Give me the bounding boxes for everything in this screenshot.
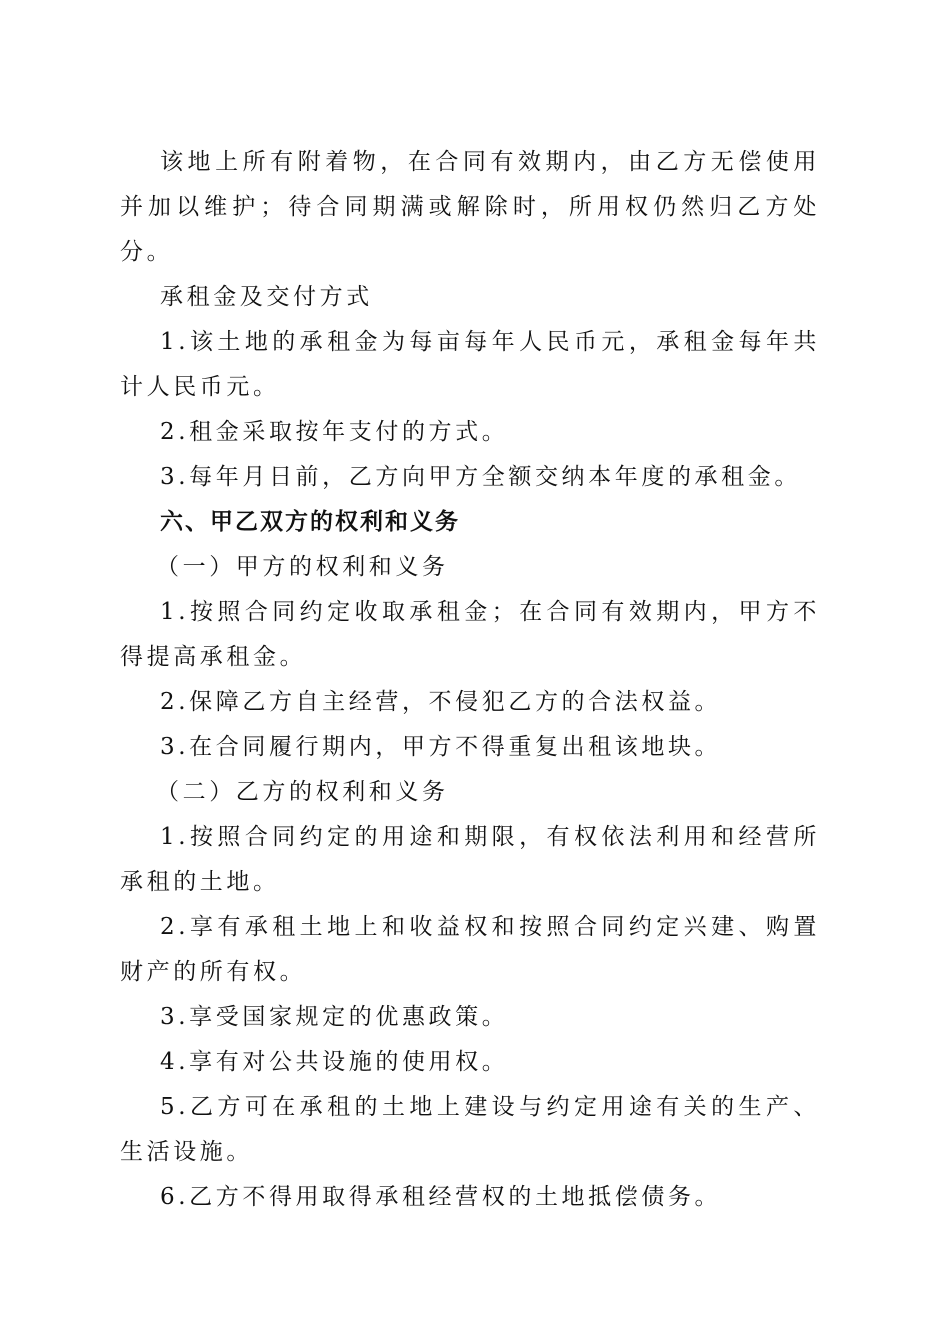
paragraph-party-b-6: 6.乙方不得用取得承租经营权的土地抵偿债务。	[160, 1184, 722, 1210]
paragraph-rent-2: 2.租金采取按年支付的方式。	[160, 419, 509, 445]
paragraph-party-b-4: 4.享有对公共设施的使用权。	[160, 1049, 509, 1075]
paragraph-party-b-5: 5.乙方可在承租的土地上建设与约定用途有关的生产、生活设施。	[120, 1094, 820, 1165]
paragraph-party-a-3: 3.在合同履行期内，甲方不得重复出租该地块。	[160, 734, 722, 760]
section-heading-rights: 六、甲乙双方的权利和义务	[160, 509, 460, 535]
paragraph-party-b-1: 1.按照合同约定的用途和期限，有权依法利用和经营所承租的土地。	[120, 824, 820, 895]
paragraph-rent-1: 1.该土地的承租金为每亩每年人民币元，承租金每年共计人民币元。	[120, 329, 820, 400]
subheading-party-b: （二）乙方的权利和义务	[156, 779, 449, 805]
paragraph-rent-title: 承租金及交付方式	[160, 284, 373, 310]
document-body	[120, 140, 820, 1220]
paragraph-party-b-3: 3.享受国家规定的优惠政策。	[160, 1004, 509, 1030]
paragraph-party-a-2: 2.保障乙方自主经营，不侵犯乙方的合法权益。	[160, 689, 722, 715]
paragraph-party-a-1: 1.按照合同约定收取承租金；在合同有效期内，甲方不得提高承租金。	[120, 599, 820, 670]
paragraph-attachments: 该地上所有附着物，在合同有效期内，由乙方无偿使用并加以维护；待合同期满或解除时，所用权仍然归乙方处分。	[120, 149, 820, 265]
subheading-party-a: （一）甲方的权利和义务	[156, 554, 449, 580]
paragraph-party-b-2: 2.享有承租土地上和收益权和按照合同约定兴建、购置财产的所有权。	[120, 914, 820, 985]
paragraph-rent-3: 3.每年月日前，乙方向甲方全额交纳本年度的承租金。	[160, 464, 801, 490]
